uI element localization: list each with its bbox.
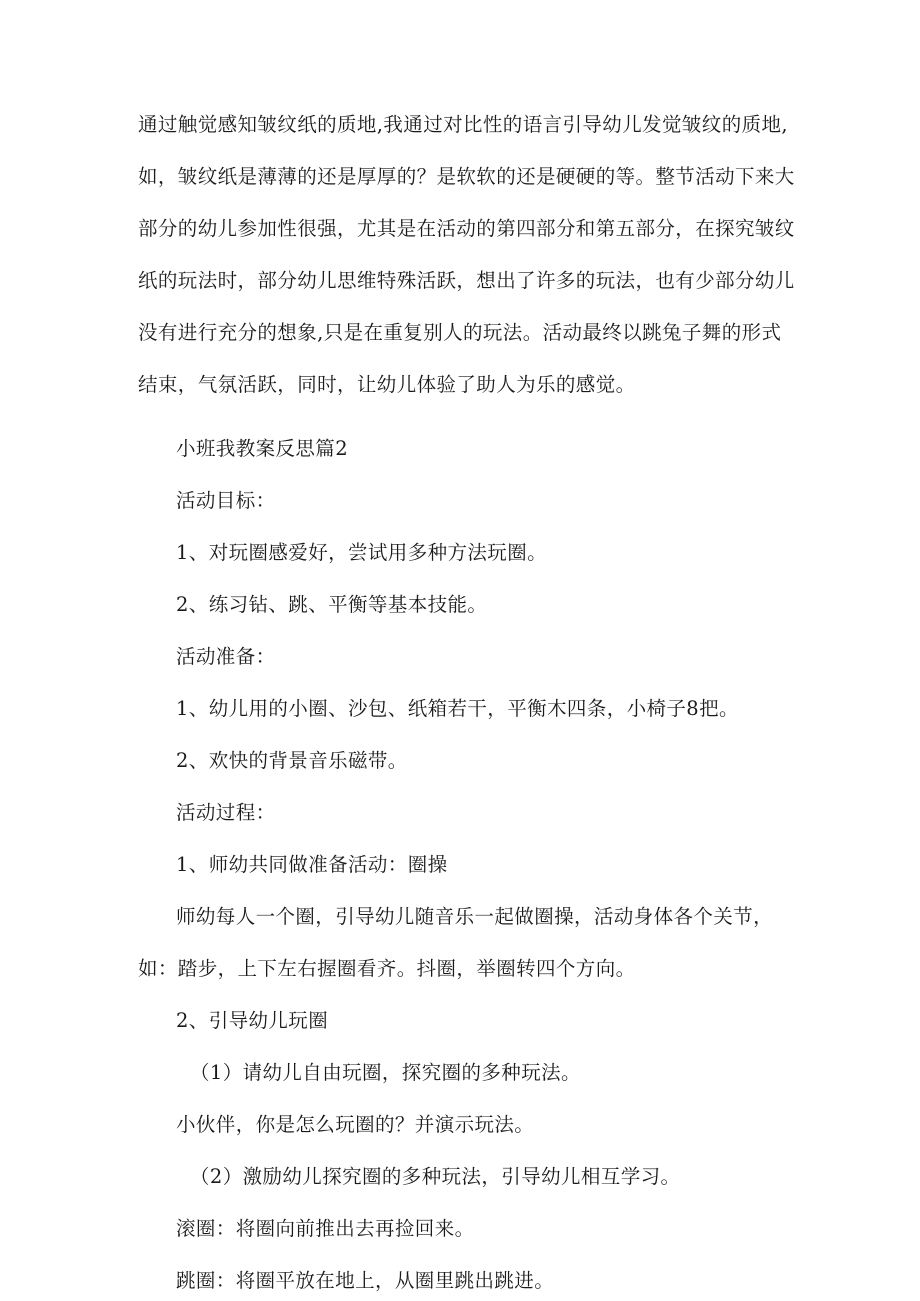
goal-item: 2、练习钻、跳、平衡等基本技能。	[176, 593, 488, 616]
paragraph-line: 部分的幼儿参加性很强，尤其是在活动的第四部分和第五部分，在探究皱纹	[138, 217, 795, 240]
paragraph-line: 如，皱纹纸是薄薄的还是厚厚的？是软软的还是硬硬的等。整节活动下来大	[138, 165, 795, 188]
step-title: 1、师幼共同做准备活动：圈操	[176, 853, 448, 876]
step-subitem: （2）激励幼儿探究圈的多种玩法，引导幼儿相互学习。	[190, 1165, 681, 1188]
step-body-line: 如：踏步，上下左右握圈看齐。抖圈，举圈转四个方向。	[138, 957, 636, 980]
activity-item: 跳圈：将圈平放在地上，从圈里跳出跳进。	[176, 1269, 555, 1292]
prep-heading: 活动准备：	[176, 645, 276, 668]
step-body-line: 师幼每人一个圈，引导幼儿随音乐一起做圈操，活动身体各个关节，	[176, 905, 774, 928]
step-title: 2、引导幼儿玩圈	[176, 1009, 329, 1032]
prep-item: 1、幼儿用的小圈、沙包、纸箱若干，平衡木四条，小椅子8把。	[176, 697, 739, 720]
paragraph-line: 结束，气氛活跃，同时，让幼儿体验了助人为乐的感觉。	[138, 373, 636, 396]
prep-item: 2、欢快的背景音乐磁带。	[176, 749, 408, 772]
paragraph-line: 纸的玩法时，部分幼儿思维特殊活跃，想出了许多的玩法，也有少部分幼儿	[138, 269, 795, 292]
goals-heading: 活动目标：	[176, 489, 276, 512]
section-title: 小班我教案反思篇2	[176, 437, 349, 460]
goal-item: 1、对玩圈感爱好，尝试用多种方法玩圈。	[176, 541, 548, 564]
paragraph-line: 通过触觉感知皱纹纸的质地,我通过对比性的语言引导幼儿发觉皱纹的质地,	[138, 113, 788, 136]
step-prompt: 小伙伴，你是怎么玩圈的？并演示玩法。	[176, 1113, 535, 1136]
step-subitem: （1）请幼儿自由玩圈，探究圈的多种玩法。	[190, 1061, 581, 1084]
paragraph-line: 没有进行充分的想象,只是在重复别人的玩法。活动最终以跳兔子舞的形式	[138, 321, 782, 344]
activity-item: 滚圈：将圈向前推出去再捡回来。	[176, 1217, 475, 1240]
process-heading: 活动过程：	[176, 801, 276, 824]
